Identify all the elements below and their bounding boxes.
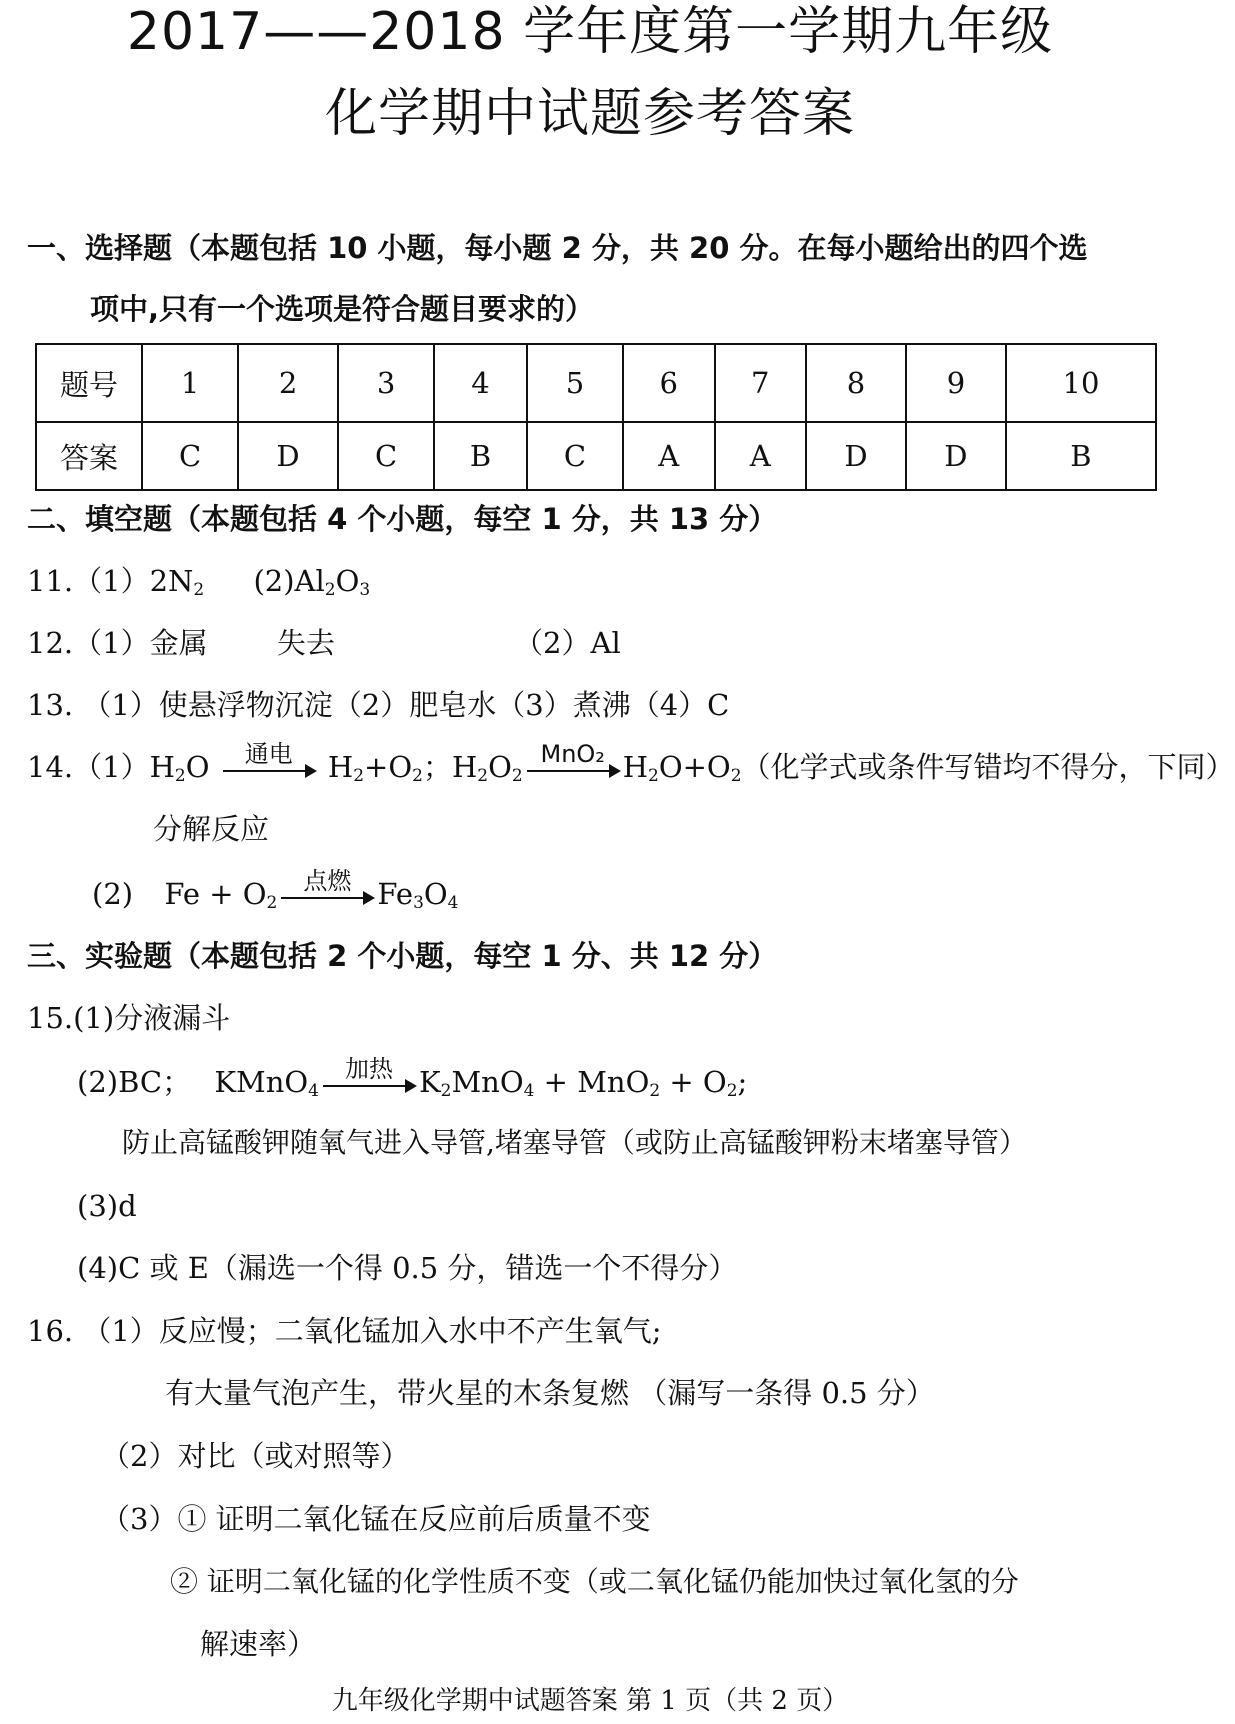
subscript: 4 [447,893,459,913]
page-title-line1: 2017——2018 学年度第一学期九年级 [126,2,1054,62]
part-label: （1） [73,750,150,784]
separator: ; [737,1065,748,1099]
table-cell-number: 4 [434,344,527,422]
table-cell-number: 10 [1006,344,1156,422]
question-number: 14. [27,750,74,784]
subscript: 4 [308,1081,319,1101]
arrow-head [363,891,375,905]
subscript: 3 [413,893,424,913]
subscript: 2 [730,766,742,786]
table-cell-answer: D [906,422,1006,490]
section-heading-choice-cont: 项中,只有一个选项是符合题目要求的） [90,292,595,326]
reaction-arrow-catalyst [525,740,621,783]
answer-q14-part2 [92,867,459,913]
subscript: 4 [523,1081,535,1101]
answer-q15-part1: 15.(1)分液漏斗 [27,1001,231,1035]
reaction-arrow-heat [321,1055,417,1098]
arrow-head [609,764,621,778]
formula-text: 2N [149,564,194,598]
answer-q15-part2-reason: 防止高锰酸钾随氧气进入导管,堵塞导管（或防止高锰酸钾粉末堵塞导管） [122,1126,1027,1159]
table-cell-answer: D [238,422,338,490]
formula-text: H [451,750,478,784]
formula-text: H [327,750,354,784]
formula-text: + MnO [534,1065,650,1099]
page-footer: 九年级化学期中试题答案 第 1 页（共 2 页） [331,1686,849,1716]
subscript: 2 [324,580,336,600]
formula-text: Al [294,564,325,598]
formula-text: O [335,564,360,598]
formula-text: +O [364,750,413,784]
formula-text: H [149,750,175,784]
part-label: （1） [73,626,150,660]
table-cell-number: 8 [806,344,906,422]
answer-text: Al [590,626,621,660]
table-cell-number: 2 [238,344,338,422]
formula-text: H [622,750,648,784]
table-cell-number: 1 [142,344,238,422]
subscript: 2 [174,766,186,786]
table-cell-answer: B [434,422,527,490]
formula-text: Fe [377,877,414,911]
formula-text: MnO [451,1065,524,1099]
arrow-shaft [223,770,307,772]
answer-q12 [27,627,621,660]
answer-q15-part3: (3)d [77,1189,137,1223]
table-cell-answer: D [806,422,906,490]
formula-text: KMnO [214,1065,309,1099]
part-label: (2) [253,564,295,598]
part-label: (2)BC； [77,1065,192,1099]
arrow-head [305,764,317,778]
answer-text: 金属 [149,626,208,660]
reaction-condition: 点燃 [303,867,352,895]
table-cell-number: 3 [338,344,434,422]
grading-note: （化学式或条件写错均不得分，下同） [741,750,1235,784]
part-label: （2） [514,626,591,660]
answer-q15-part4: (4)C 或 E（漏选一个得 0.5 分，错选一个不得分） [77,1251,738,1285]
subscript: 2 [193,580,205,600]
reaction-condition: MnO₂ [540,740,605,768]
answer-q15-part2 [77,1055,748,1101]
subscript: 2 [649,1081,661,1101]
reaction-condition: 加热 [344,1055,393,1083]
formula-text: Fe + O [164,877,267,911]
subscript: 2 [648,766,659,786]
answer-q14-reaction-type: 分解反应 [153,812,270,846]
subscript: 2 [440,1081,452,1101]
answer-text: 失去 [276,626,335,660]
table-cell-answer: C [527,422,623,490]
formula-text: O [488,750,512,784]
reaction-arrow-electrolysis [221,740,317,783]
answer-q16-part3-1: （3）① 证明二氧化锰在反应前后质量不变 [101,1502,651,1536]
section-heading-fill: 二、填空题（本题包括 4 个小题，每空 1 分，共 13 分） [27,502,778,536]
table-cell-number: 6 [623,344,714,422]
subscript: 2 [412,766,423,786]
section-heading-choice: 一、选择题（本题包括 10 小题，每小题 2 分，共 20 分。在每小题给出的四个选 [27,231,1088,265]
part-label: (2) [92,877,134,911]
formula-text: K [418,1065,441,1099]
table-row-answers [36,422,1156,490]
separator: ； [422,750,452,784]
reaction-arrow-ignite [279,867,375,910]
table-cell-answer: B [1006,422,1156,490]
question-number: 11. [27,564,74,598]
answer-q11 [27,565,370,598]
subscript: 2 [266,893,278,913]
question-number: 12. [27,626,74,660]
table-cell-answer: A [623,422,714,490]
formula-text: O [423,877,448,911]
section-heading-experiment: 三、实验题（本题包括 2 个小题，每空 1 分、共 12 分） [27,939,778,973]
formula-text: O [185,750,210,784]
table-cell-number: 7 [715,344,806,422]
answer-q13: 13. （1）使悬浮物沉淀（2）肥皂水（3）煮沸（4）C [27,688,730,722]
formula-text: + O [660,1065,727,1099]
table-cell-number: 9 [906,344,1006,422]
table-cell-answer: A [715,422,806,490]
arrow-shaft [527,770,611,772]
arrow-shaft [281,897,365,899]
answer-q16-part1: 16. （1）反应慢；二氧化锰加入水中不产生氧气; [27,1314,662,1348]
answer-q16-part2: （2）对比（或对照等） [101,1439,410,1473]
subscript: 2 [511,766,523,786]
page-title-line2: 化学期中试题参考答案 [324,84,855,144]
table-cell-answer: C [338,422,434,490]
part-label: （1） [73,564,150,598]
subscript: 3 [359,580,371,600]
answer-q16-part1-cont: 有大量气泡产生，带火星的木条复燃 （漏写一条得 0.5 分） [165,1376,935,1410]
formula-text: O+O [658,750,731,784]
table-header-number: 题号 [36,344,142,422]
arrow-head [405,1079,417,1093]
table-cell-number: 5 [527,344,623,422]
table-row-numbers [36,344,1156,422]
answer-q16-part3-2: ② 证明二氧化锰的化学性质不变（或二氧化锰仍能加快过氧化氢的分 [170,1565,1019,1598]
table-cell-answer: C [142,422,238,490]
subscript: 2 [726,1081,738,1101]
arrow-shaft [323,1085,407,1087]
answer-q16-part3-2-cont: 解速率） [200,1627,317,1661]
answer-q14-part1 [27,740,1235,786]
subscript: 2 [477,766,489,786]
choice-answer-table [35,343,1157,491]
table-header-answer: 答案 [36,422,142,490]
subscript: 2 [353,766,365,786]
reaction-condition: 通电 [244,740,293,768]
